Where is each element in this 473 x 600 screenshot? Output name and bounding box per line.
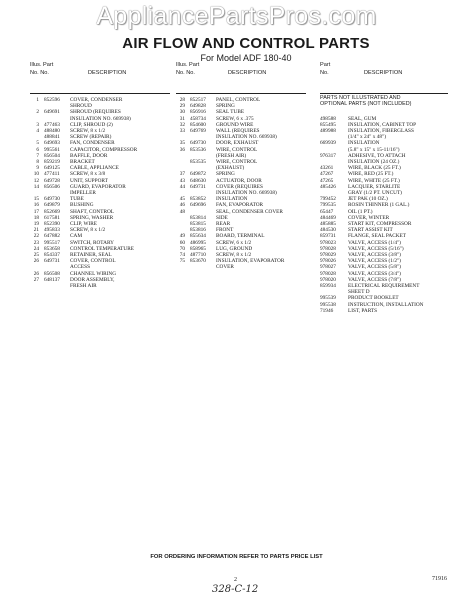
illus-number: 2: [36, 109, 39, 116]
part-number: 65447: [320, 208, 334, 215]
part-row: [320, 184, 448, 196]
part-number: 647882: [44, 233, 60, 240]
part-number: 856506: [44, 183, 60, 190]
part-number: 853852: [190, 196, 206, 203]
part-description: ACCESS: [70, 264, 91, 271]
part-description: SCREW, 8 x 1/2: [216, 252, 252, 259]
part-description: COVER (REQUIRES: [216, 183, 263, 190]
illus-number: 12: [33, 177, 39, 184]
illus-number: 74: [179, 252, 185, 259]
part-number: 648630: [190, 177, 206, 184]
part-description: INSULATION, EVAPORATOR: [216, 258, 285, 265]
illus-number: 49: [179, 233, 185, 240]
part-description: LUG, GROUND: [216, 245, 253, 252]
illus-number: 19: [33, 221, 39, 228]
part-number: 859219: [44, 159, 60, 166]
header-no: No.: [320, 70, 329, 76]
part-description: CLIP, SHROUD (2): [70, 121, 113, 128]
part-description: INSULATION, CABINET TOP: [348, 121, 417, 128]
part-number: 477463: [44, 121, 60, 128]
part-number: 995539: [320, 295, 336, 302]
part-number: 853670: [190, 258, 206, 265]
part-number: 978023: [320, 239, 336, 246]
part-number: 852669: [44, 208, 60, 215]
illus-number: 23: [33, 239, 39, 246]
part-description: SHAFT, CONTROL: [70, 208, 115, 215]
illus-number: 14: [33, 183, 39, 190]
part-number: 648137: [44, 276, 60, 283]
part-number: 649879: [44, 202, 60, 209]
part-description: GRAY (1/2 PT. UNCUT): [348, 190, 402, 197]
illus-number: 4: [36, 128, 39, 135]
illus-number: 22: [33, 233, 39, 240]
part-description: VALVE, ACCESS (3/8"): [348, 252, 401, 259]
illus-number: 25: [33, 252, 39, 259]
part-description: BUSHING: [70, 202, 94, 209]
illus-number: 8: [36, 159, 39, 166]
illus-number: 26: [33, 270, 39, 277]
part-number: 649693: [44, 140, 60, 147]
illus-number: 6: [36, 146, 39, 153]
illus-number: 16: [33, 202, 39, 209]
part-number: 853658: [44, 245, 60, 252]
part-description: CABLE, APPLIANCE: [70, 165, 119, 172]
part-description: COVER, WINTER: [348, 214, 390, 221]
part-number: 47265: [320, 177, 334, 184]
part-description: SCREW (REPAIR): [70, 134, 112, 141]
part-description: WALL (REQUIRES: [216, 128, 260, 135]
part-number: 649728: [44, 177, 60, 184]
part-description: (5.8" x 15" x 15-11/16"): [348, 146, 400, 153]
illus-number: 70: [179, 245, 185, 252]
part-row: [30, 277, 170, 289]
part-number: 649872: [190, 171, 206, 178]
part-number: 978029: [320, 252, 336, 259]
parts-list: [320, 116, 448, 315]
part-row: [320, 128, 448, 140]
part-description: SPRING, WASHER: [70, 214, 114, 221]
header-description: DESCRIPTION: [364, 70, 403, 76]
part-number: 853814: [190, 214, 206, 221]
part-description: PANEL, CONTROL: [216, 97, 261, 103]
part-number: 859731: [320, 233, 336, 240]
part-description: CONTROL TEMPERATURE: [70, 245, 135, 252]
part-row: [176, 184, 306, 196]
part-description: BRACKET: [70, 159, 95, 166]
part-number: 498588: [320, 115, 336, 122]
part-description: INSULATION NO. 669938): [70, 115, 131, 122]
illus-number: 48: [179, 208, 185, 215]
part-description: SEAL, CONDENSER COVER: [216, 208, 283, 215]
part-description: SIDE: [216, 214, 228, 221]
part-row: [30, 97, 170, 109]
header-description: DESCRIPTION: [88, 70, 127, 76]
part-description: SPRING: [216, 171, 235, 178]
illus-number: 36: [179, 146, 185, 153]
part-description: (EXHAUST): [216, 165, 245, 172]
part-description: CLIP, WIRE: [70, 221, 97, 228]
part-number: 649730: [190, 140, 206, 147]
part-description: INSTRUCTION, INSTALLATION: [348, 301, 424, 308]
part-description: JET PAK (10 OZ.): [348, 196, 388, 203]
part-number: 852596: [44, 97, 60, 103]
part-description: ADHESIVE, TO ATTACH: [348, 152, 406, 159]
note-line: OPTIONAL PARTS (NOT INCLUDED): [320, 101, 412, 108]
part-number: 978026: [320, 258, 336, 265]
part-description: VALVE, ACCESS (3/4"): [348, 270, 401, 277]
part-row: [320, 283, 448, 295]
part-description: SHROUD (REQUIRES: [70, 109, 121, 116]
part-description: SHEET D: [348, 289, 370, 296]
part-number: 854337: [44, 252, 60, 259]
part-description: PRODUCT BOOKLET: [348, 295, 399, 302]
part-number: 978028: [320, 270, 336, 277]
part-description: SWITCH, ROTARY: [70, 239, 115, 246]
part-number: 484469: [320, 214, 336, 221]
illus-number: 18: [33, 214, 39, 221]
page-number: 2: [234, 577, 237, 583]
part-number: 649731: [190, 183, 206, 190]
watermark-logo: AppliancePartsPros.com: [96, 2, 377, 30]
part-description: VALVE, ACCESS (1/4"): [348, 239, 401, 246]
part-description: ELECTRICAL REQUIREMENT: [348, 283, 420, 290]
part-number: 649730: [44, 196, 60, 203]
column-header: [176, 60, 306, 94]
illus-number: 27: [33, 276, 39, 283]
part-description: BAFFLE, DOOR: [70, 152, 108, 159]
part-number: 488841: [44, 134, 60, 141]
header-part: Part: [320, 62, 331, 68]
illus-number: 75: [179, 258, 185, 265]
illus-number: 15: [33, 196, 39, 203]
part-number: 649691: [44, 109, 60, 116]
illus-number: 33: [179, 128, 185, 135]
part-description: INSULATION NO. 669938): [216, 134, 277, 141]
part-number: 649828: [190, 103, 206, 110]
header-no: No. No.: [176, 70, 195, 76]
parts-column-2: [176, 60, 306, 271]
part-row: [320, 308, 448, 314]
part-description: SPRING: [216, 103, 235, 110]
part-number: 477411: [44, 171, 60, 178]
handwritten-note: 328-C-12: [212, 584, 259, 595]
part-number: 853816: [190, 227, 206, 234]
part-number: 484530: [320, 227, 336, 234]
illus-number: 32: [179, 121, 185, 128]
illus-number: 45: [179, 196, 185, 203]
part-number: 669939: [320, 140, 336, 147]
part-description: WIRE, CONTROL: [216, 159, 258, 166]
part-description: SCREW, 6 x .375: [216, 115, 254, 122]
illus-number: 29: [179, 103, 185, 110]
part-number: 617581: [44, 214, 60, 221]
part-description: WIRE, CONTROL: [216, 146, 258, 153]
part-description: GROUND WIRE: [216, 121, 254, 128]
part-description: (1/4" x 24" x 48"): [348, 134, 386, 141]
part-description: WIRE, RED (25 FT.): [348, 171, 394, 178]
part-number: 976317: [320, 152, 336, 159]
part-description: INSULATION NO. 669938): [216, 190, 277, 197]
illus-number: 37: [179, 171, 185, 178]
part-number: 858965: [190, 245, 206, 252]
part-number: 852390: [44, 221, 60, 228]
part-description: BOARD, TERMINAL: [216, 233, 265, 240]
part-number: 458734: [190, 115, 206, 122]
parts-column-3: [320, 60, 448, 314]
part-description: TUBE: [70, 196, 84, 203]
illus-number: 31: [179, 115, 185, 122]
part-number: 71946: [320, 307, 334, 314]
illus-number: 26: [33, 258, 39, 265]
illus-number: 44: [179, 183, 185, 190]
illus-number: 28: [179, 97, 185, 103]
part-description: START ASSIST KIT: [348, 227, 393, 234]
illus-number: 30: [179, 109, 185, 116]
header-no: No. No.: [30, 70, 49, 76]
part-description: SHROUD: [70, 103, 92, 110]
part-number: 488480: [44, 128, 60, 135]
part-number: 486995: [190, 239, 206, 246]
part-number: 43261: [320, 165, 334, 172]
part-description: FRESH AIR: [70, 283, 97, 290]
parts-list: [30, 97, 170, 289]
illus-number: 17: [33, 208, 39, 215]
part-row: [30, 258, 170, 270]
part-number: 856504: [44, 152, 60, 159]
part-description: LIST, PARTS: [348, 307, 378, 314]
parts-list: [176, 97, 306, 271]
part-description: VALVE, ACCESS (5/8"): [348, 264, 401, 271]
part-description: INSULATION: [348, 140, 380, 147]
illus-number: 3: [36, 121, 39, 128]
part-number: 978028: [320, 245, 336, 252]
part-row: [176, 258, 306, 270]
column-header: [320, 60, 448, 94]
ordering-footer: FOR ORDERING INFORMATION REFER TO PARTS PRICE LIST: [150, 554, 323, 560]
part-description: REAR: [216, 221, 231, 228]
part-description: ACTUATOR, DOOR: [216, 177, 262, 184]
part-row: [176, 147, 306, 159]
part-row: [30, 184, 170, 196]
header-rule: [320, 93, 448, 94]
part-number: 856916: [190, 109, 206, 116]
part-description: WIRE, BLACK (25 FT.): [348, 165, 401, 172]
part-description: RETAINER, SEAL: [70, 252, 112, 259]
part-description: FLANGE, SEAL PACKET: [348, 233, 407, 240]
part-description: SCREW, 6 x 1/2: [216, 239, 252, 246]
part-number: 495833: [44, 227, 60, 234]
note-line: PARTS NOT ILLUSTRATED AND: [320, 95, 401, 101]
part-description: IMPELLER: [70, 190, 96, 197]
part-description: COVER, CONTROL: [70, 258, 116, 265]
column-header: [30, 60, 170, 94]
illus-number: 10: [33, 171, 39, 178]
part-description: SCREW, 8 x 3/8: [70, 171, 106, 178]
part-description: ROSIN THINNER (1 GAL.): [348, 202, 410, 209]
illus-number: 60: [179, 239, 185, 246]
part-number: 485885: [320, 221, 336, 228]
part-description: CHANNEL WIRING: [70, 270, 117, 277]
part-description: (FRESH AIR): [216, 152, 247, 159]
part-description: VALVE, ACCESS (5/16"): [348, 245, 404, 252]
part-number: 852517: [190, 97, 206, 103]
part-row: [176, 128, 306, 140]
part-number: 649696: [190, 202, 206, 209]
part-description: SEAL, GUM: [348, 115, 377, 122]
header-rule: [176, 93, 306, 94]
part-number: 859934: [320, 283, 336, 290]
page-title: AIR FLOW AND CONTROL PARTS: [122, 35, 370, 52]
part-number: 856508: [44, 270, 60, 277]
part-number: 853536: [190, 146, 206, 153]
illus-number: 9: [36, 165, 39, 172]
header-illus-part: Illus. Part: [30, 62, 54, 68]
part-number: 799452: [320, 196, 336, 203]
part-description: INSULATION: [216, 196, 248, 203]
header-description: DESCRIPTION: [228, 70, 267, 76]
part-number: 995517: [44, 239, 60, 246]
part-description: COVER: [216, 264, 234, 271]
part-row: [320, 153, 448, 165]
part-description: LACQUER, STARLITE: [348, 183, 401, 190]
part-number: 649125: [44, 165, 60, 172]
part-description: WIRE, WHITE (25 FT.): [348, 177, 400, 184]
header-illus-part: Illus. Part: [176, 62, 200, 68]
part-description: CAM: [70, 233, 83, 240]
illus-number: 46: [179, 202, 185, 209]
not-illustrated-note: [320, 95, 448, 108]
part-number: 489988: [320, 128, 336, 134]
part-number: 649731: [44, 258, 60, 265]
part-description: SEAL TUBE: [216, 109, 245, 116]
part-row: [320, 140, 448, 152]
part-description: FAN, CONDENSER: [70, 140, 115, 147]
part-description: INSULATION, FIBERGLASS: [348, 128, 414, 134]
part-number: 855495: [320, 121, 336, 128]
part-description: DOOR, EXHAUST: [216, 140, 259, 147]
part-number: 649769: [190, 128, 206, 135]
part-description: VALVE, ACCESS (1/2"): [348, 258, 401, 265]
part-description: GUARD, EVAPORATOR: [70, 183, 126, 190]
part-description: FAN, EVAPORATOR: [216, 202, 264, 209]
illus-number: 21: [33, 227, 39, 234]
part-description: CAPACITOR, COMPRESSOR: [70, 146, 138, 153]
illus-number: 1: [36, 97, 39, 103]
illus-number: 24: [33, 245, 39, 252]
part-description: DOOR ASSEMBLY,: [70, 276, 115, 283]
part-description: FRONT: [216, 227, 234, 234]
illus-number: 7: [36, 152, 39, 159]
part-number: 853815: [190, 221, 206, 228]
illus-number: 35: [179, 140, 185, 147]
part-description: SCREW, 8 x 1/2: [70, 128, 106, 135]
part-number: 485426: [320, 183, 336, 190]
part-number: 855634: [190, 233, 206, 240]
part-number: 487710: [190, 252, 206, 259]
illus-number: 43: [179, 177, 185, 184]
part-description: START KIT, COMPRESSOR: [348, 221, 412, 228]
part-number: 799535: [320, 202, 336, 209]
part-description: OIL (1 PT.): [348, 208, 373, 215]
part-description: UNIT, SUPPORT: [70, 177, 108, 184]
part-row: [30, 109, 170, 121]
part-number: 995561: [44, 146, 60, 153]
part-row: [176, 159, 306, 171]
document-code: 71916: [432, 576, 447, 582]
parts-column-1: [30, 60, 170, 289]
page-subtitle: For Model ADF 180-40: [200, 53, 292, 63]
illus-number: 5: [36, 140, 39, 147]
part-number: 978027: [320, 264, 336, 271]
part-number: 995538: [320, 301, 336, 308]
part-number: 47267: [320, 171, 334, 178]
part-number: 854600: [190, 121, 206, 128]
header-rule: [30, 93, 170, 94]
part-description: COVER, CONDENSER: [70, 97, 123, 103]
part-description: SCREW, 8 x 1/2: [70, 227, 106, 234]
part-description: VALVE, ACCESS (7/8"): [348, 276, 401, 283]
part-description: INSULATION (24 OZ.): [348, 159, 400, 166]
part-number: 853535: [190, 159, 206, 166]
part-number: 978020: [320, 276, 336, 283]
